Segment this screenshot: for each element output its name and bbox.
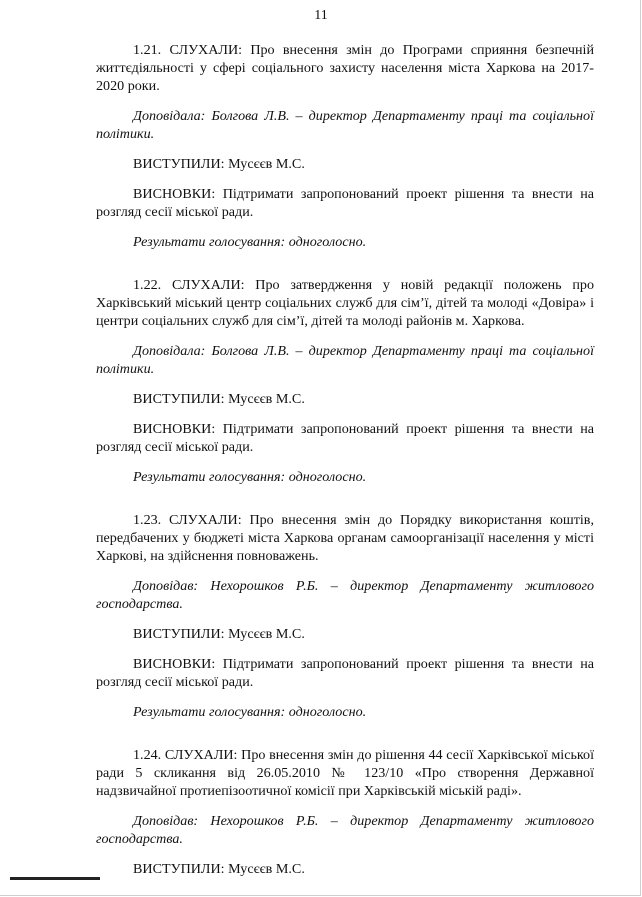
voting-result: Результати голосування: одноголосно. — [133, 234, 367, 250]
agenda-item-1-23 — [96, 511, 594, 721]
section-spacer — [96, 501, 594, 511]
section-spacer — [96, 266, 594, 276]
spoke-paragraph: ВИСТУПИЛИ: Мусєєв М.С. — [133, 391, 305, 407]
heard-paragraph: 1.21. СЛУХАЛИ: Про внесення змін до Програми сприяння безпечній життєдіяльності у сфері соціального захисту населення міста Харкова на 2017-2020 роки. — [96, 42, 594, 94]
spoke-paragraph: ВИСТУПИЛИ: Мусєєв М.С. — [133, 626, 305, 642]
reporter-paragraph: Доповідала: Болгова Л.В. – директор Департаменту праці та соціальної політики. — [96, 343, 594, 377]
reporter-paragraph: Доповідала: Болгова Л.В. – директор Департаменту праці та соціальної політики. — [96, 108, 594, 142]
conclusions-paragraph: ВИСНОВКИ: Підтримати запропонований проект рішення та внести на розгляд сесії міської ради. — [96, 421, 594, 455]
reporter-paragraph: Доповідав: Нехорошков Р.Б. – директор Департаменту житлового господарства. — [96, 578, 594, 612]
scan-edge-mark — [10, 877, 100, 880]
page-number: 11 — [314, 8, 328, 23]
spoke-paragraph: ВИСТУПИЛИ: Мусєєв М.С. — [133, 861, 305, 877]
agenda-item-1-22 — [96, 276, 594, 486]
agenda-item-1-21 — [96, 41, 594, 251]
section-spacer — [96, 736, 594, 746]
heard-paragraph: 1.23. СЛУХАЛИ: Про внесення змін до Порядку використання коштів, передбачених у бюджеті міста Харкова органам самоорганізації населення у місті Харкові, на здійснення повноважень. — [96, 512, 594, 564]
conclusions-paragraph: ВИСНОВКИ: Підтримати запропонований проект рішення та внести на розгляд сесії міської ради. — [96, 656, 594, 690]
voting-result: Результати голосування: одноголосно. — [133, 704, 367, 720]
reporter-paragraph: Доповідав: Нехорошков Р.Б. – директор Департаменту житлового господарства. — [96, 813, 594, 847]
conclusions-paragraph: ВИСНОВКИ: Підтримати запропонований проект рішення та внести на розгляд сесії міської ради. — [96, 186, 594, 220]
heard-paragraph: 1.24. СЛУХАЛИ: Про внесення змін до рішення 44 сесії Харківської міської ради 5 скликання від 26.05.2010 № 123/10 «Про створення Державної надзвичайної протиепізоотичної комісії при Харківській міській раді». — [96, 747, 594, 799]
spoke-paragraph: ВИСТУПИЛИ: Мусєєв М.С. — [133, 156, 305, 172]
voting-result: Результати голосування: одноголосно. — [133, 469, 367, 485]
document-body — [96, 41, 594, 893]
heard-paragraph: 1.22. СЛУХАЛИ: Про затвердження у новій редакції положень про Харківський міський центр соціальних служб для сім’ї, дітей та молоді «Довіра» і центри соціальних служб для сім’ї, дітей та молоді районів м. Харкова. — [96, 277, 594, 329]
agenda-item-1-24 — [96, 746, 594, 878]
